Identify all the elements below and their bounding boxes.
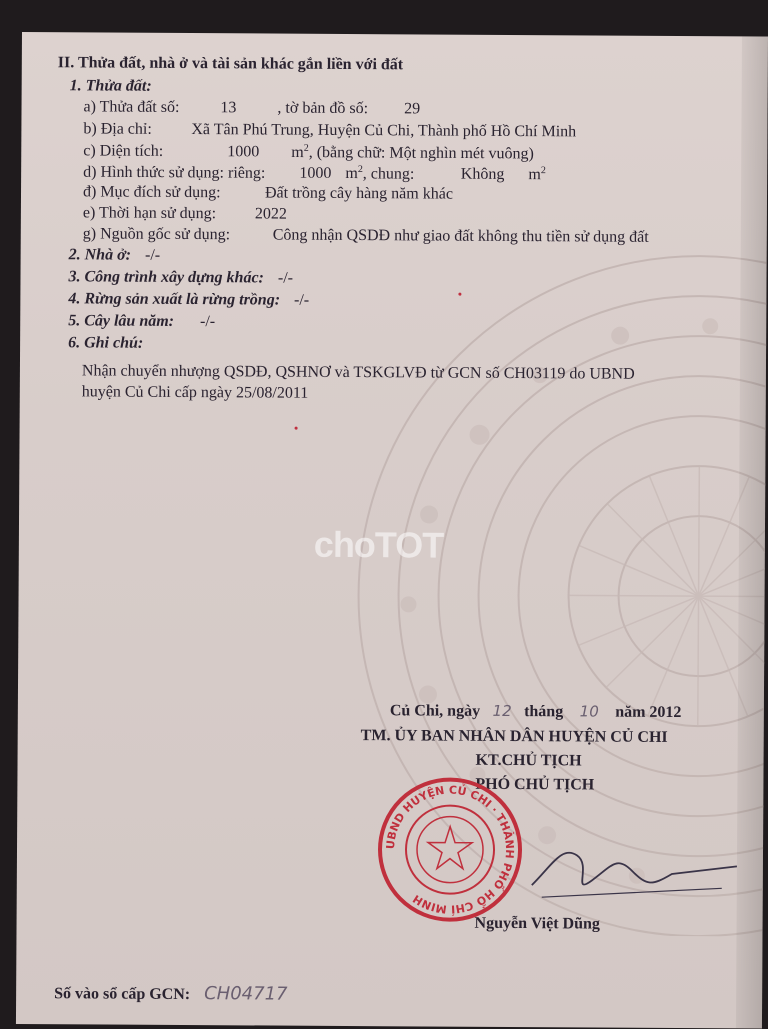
signing-date-row bbox=[390, 701, 682, 722]
signature bbox=[522, 825, 742, 906]
signer-name: Nguyễn Việt Dũng bbox=[474, 914, 600, 933]
trees-row bbox=[68, 312, 215, 331]
area-words: , (bằng chữ: Một nghìn mét vuông) bbox=[308, 144, 534, 163]
construction-row bbox=[68, 268, 293, 287]
position-2: PHÓ CHỦ TỊCH bbox=[475, 775, 595, 794]
trees-heading: 5. Cây lâu năm: bbox=[68, 312, 175, 330]
address-value: Xã Tân Phú Trung, Huyện Củ Chi, Thành phố Hồ Chí Minh bbox=[191, 121, 577, 141]
purpose-value: Đất trồng cây hàng năm khác bbox=[264, 184, 454, 203]
signing-month: 10 bbox=[579, 702, 599, 721]
map-number: 29 bbox=[404, 100, 421, 118]
area-label: c) Diện tích: bbox=[83, 142, 164, 161]
area-row bbox=[83, 141, 534, 163]
position-1: KT.CHỦ TỊCH bbox=[475, 751, 582, 770]
parcel-number: 13 bbox=[220, 99, 237, 117]
house-heading: 2. Nhà ở: bbox=[68, 246, 132, 264]
svg-text:UBND HUYỆN CỦ CHI · THÀNH PHỐ bbox=[383, 783, 516, 917]
origin-value: Công nhận QSDĐ như giao đất không thu tiền sử dụng đất bbox=[272, 226, 649, 246]
purpose-row bbox=[83, 183, 453, 203]
construction-heading: 3. Công trình xây dựng khác: bbox=[68, 268, 264, 287]
stamp-text: UBND HUYỆN CỦ CHI · THÀNH PHỐ HỒ CHÍ MINH bbox=[383, 783, 517, 916]
address-label: b) Địa chỉ: bbox=[83, 120, 152, 138]
official-stamp bbox=[375, 774, 526, 925]
registry-number: CH04717 bbox=[204, 983, 288, 1005]
area-unit-sup: 2 bbox=[303, 142, 309, 154]
private-unit-sup: 2 bbox=[357, 164, 363, 176]
signing-day: 12 bbox=[492, 701, 512, 721]
notes-line-1: Nhận chuyển nhượng QSDĐ, QSHNƠ và TSKGLVĐ từ GCN số CH03119 do UBND bbox=[81, 362, 635, 383]
private-unit: m bbox=[345, 165, 358, 183]
map-label: , tờ bản đồ số: bbox=[277, 99, 369, 118]
address-row bbox=[83, 120, 576, 141]
trees-value: -/- bbox=[199, 313, 216, 331]
area-unit: m bbox=[291, 143, 304, 162]
shared-unit-sup: 2 bbox=[540, 165, 546, 177]
ink-dot bbox=[458, 293, 461, 296]
place-day-label: Củ Chi, ngày bbox=[389, 702, 481, 720]
registry-label: Số vào sổ cấp GCN: bbox=[54, 985, 191, 1004]
notes-line-2: huyện Củ Chi cấp ngày 25/08/2011 bbox=[81, 383, 309, 402]
origin-label: g) Nguồn gốc sử dụng: bbox=[82, 225, 231, 244]
term-row bbox=[83, 204, 287, 223]
term-label: e) Thời hạn sử dụng: bbox=[82, 204, 217, 223]
shared-label: , chung: bbox=[362, 165, 415, 183]
usage-form-label: d) Hình thức sử dụng: riêng: bbox=[83, 163, 266, 182]
year-label: năm 2012 bbox=[615, 703, 682, 722]
house-row bbox=[69, 246, 161, 265]
certificate-page bbox=[16, 32, 768, 1029]
usage-form-row bbox=[83, 162, 546, 184]
land-heading: 1. Thửa đất: bbox=[69, 77, 152, 95]
ink-dot bbox=[295, 427, 298, 430]
month-label: tháng bbox=[524, 703, 564, 721]
purpose-label: đ) Mục đích sử dụng: bbox=[82, 183, 221, 202]
authority: TM. ỦY BAN NHÂN DÂN HUYỆN CỦ CHI bbox=[360, 727, 668, 746]
construction-value: -/- bbox=[277, 269, 294, 287]
area-value: 1000 bbox=[227, 143, 260, 161]
term-value: 2022 bbox=[254, 205, 287, 223]
section-title: II. Thửa đất, nhà ở và tài sản khác gắn liền với đất bbox=[57, 54, 404, 74]
forest-row bbox=[68, 290, 309, 309]
shared-area: Không bbox=[460, 166, 505, 184]
forest-heading: 4. Rừng sản xuất là rừng trồng: bbox=[68, 290, 281, 309]
forest-value: -/- bbox=[294, 291, 310, 309]
notes-heading: 6. Ghi chú: bbox=[68, 334, 144, 352]
origin-row bbox=[83, 225, 649, 246]
watermark: choTOT bbox=[313, 523, 444, 566]
parcel-label: a) Thửa đất số: bbox=[83, 98, 180, 116]
parcel-row bbox=[83, 98, 452, 118]
house-value: -/- bbox=[144, 246, 161, 264]
registry-row bbox=[54, 982, 288, 1004]
private-area: 1000 bbox=[299, 165, 332, 183]
shared-unit: m bbox=[528, 166, 541, 184]
